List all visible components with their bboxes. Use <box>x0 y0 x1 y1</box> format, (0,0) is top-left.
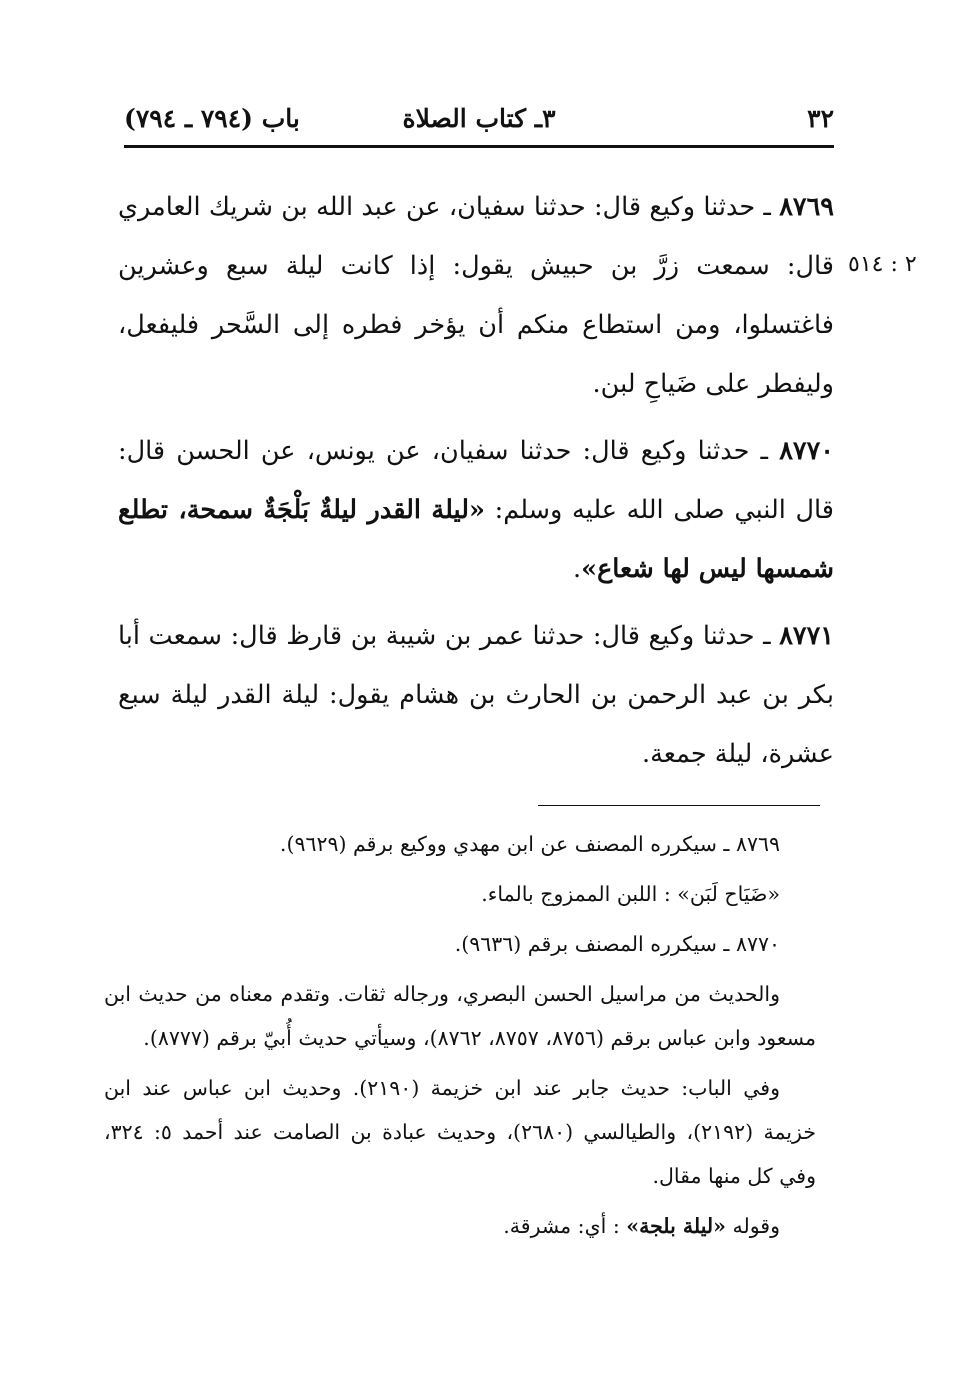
hadith-text: ـ حدثنا وكيع قال: حدثنا عمر بن شيبة بن قارظ قال: سمعت أبا بكر بن عبد الرحمن بن الحارث بن هشام يقول: ليلة القدر ليلة سبع عشرة، ليلة جمعة. <box>118 621 834 769</box>
footnote-related-narrations: وفي الباب: حديث جابر عند ابن خزيمة (٢١٩٠). وحديث ابن عباس عند ابن خزيمة (٢١٩٢)، والطيالسي (٢٦٨٠)، وحديث عبادة بن الصامت عند أحمد ٥: ٣٢٤، وفي كل منها مقال. <box>104 1076 816 1188</box>
hadith-prophetic-text: «ليلة القدر ليلةٌ بَلْجَةٌ سمحة، تطلع شمسها ليس لها شعاع» <box>118 495 834 584</box>
footnote-baljah <box>104 1204 816 1248</box>
hadith-8769 <box>118 178 834 414</box>
main-text <box>118 178 834 792</box>
hadith-number: ٨٧٧٠ <box>779 436 834 466</box>
chapter-range: باب (٧٩٤ ـ ٧٩٤) <box>124 104 300 133</box>
header-rule <box>124 145 834 148</box>
footnote-term: «ليلة بلجة» <box>626 1214 726 1238</box>
hadith-text: ـ حدثنا وكيع قال: حدثنا سفيان، عن يونس، عن الحسن قال: قال النبي صلى الله عليه وسلم: <box>118 436 834 525</box>
hadith-8770 <box>118 422 834 599</box>
footnote-dayah <box>104 872 816 916</box>
footnote-rule <box>538 805 820 806</box>
footnote-prefix: وقوله <box>725 1214 780 1238</box>
footnotes <box>104 822 816 1254</box>
footnote-definition: : أي: مشرقة. <box>503 1214 627 1238</box>
footnote-8770: ٨٧٧٠ ـ سيكرره المصنف برقم (٩٦٣٦). <box>454 932 780 956</box>
footnote-mursal-note: والحديث من مراسيل الحسن البصري، ورجاله ثقات. وتقدم معناه من حديث ابن مسعود وابن عباس برقم (٨٧٥٦، ٨٧٥٧، ٨٧٦٢)، وسيأتي حديث أُبيّ برقم (٨٧٧٧). <box>104 982 816 1050</box>
margin-reference: ٢ : ٥١٤ <box>848 252 917 277</box>
hadith-8771 <box>118 607 834 784</box>
book-title: ٣ـ كتاب الصلاة <box>402 104 556 133</box>
hadith-text: ـ حدثنا وكيع قال: حدثنا سفيان، عن عبد الله بن شريك العامري قال: سمعت زرَّ بن حبيش يقول: إذا كانت ليلة سبع وعشرين فاغتسلوا، ومن استطاع منكم أن يؤخر فطره إلى السَّحر فليفعل، وليفطر على ضَياحِ لبن. <box>118 192 834 399</box>
page-number: ٣٢ <box>807 104 834 133</box>
footnote-8769: ٨٧٦٩ ـ سيكرره المصنف عن ابن مهدي ووكيع برقم (٩٦٢٩). <box>279 832 780 856</box>
hadith-number: ٨٧٧١ <box>779 621 834 651</box>
hadith-number: ٨٧٦٩ <box>779 192 834 222</box>
footnote-term: «ضَيَاح لَبَن» <box>677 882 780 906</box>
hadith-end: . <box>573 554 582 584</box>
running-header <box>124 100 834 144</box>
footnote-definition: : اللبن الممزوج بالماء. <box>481 882 678 906</box>
